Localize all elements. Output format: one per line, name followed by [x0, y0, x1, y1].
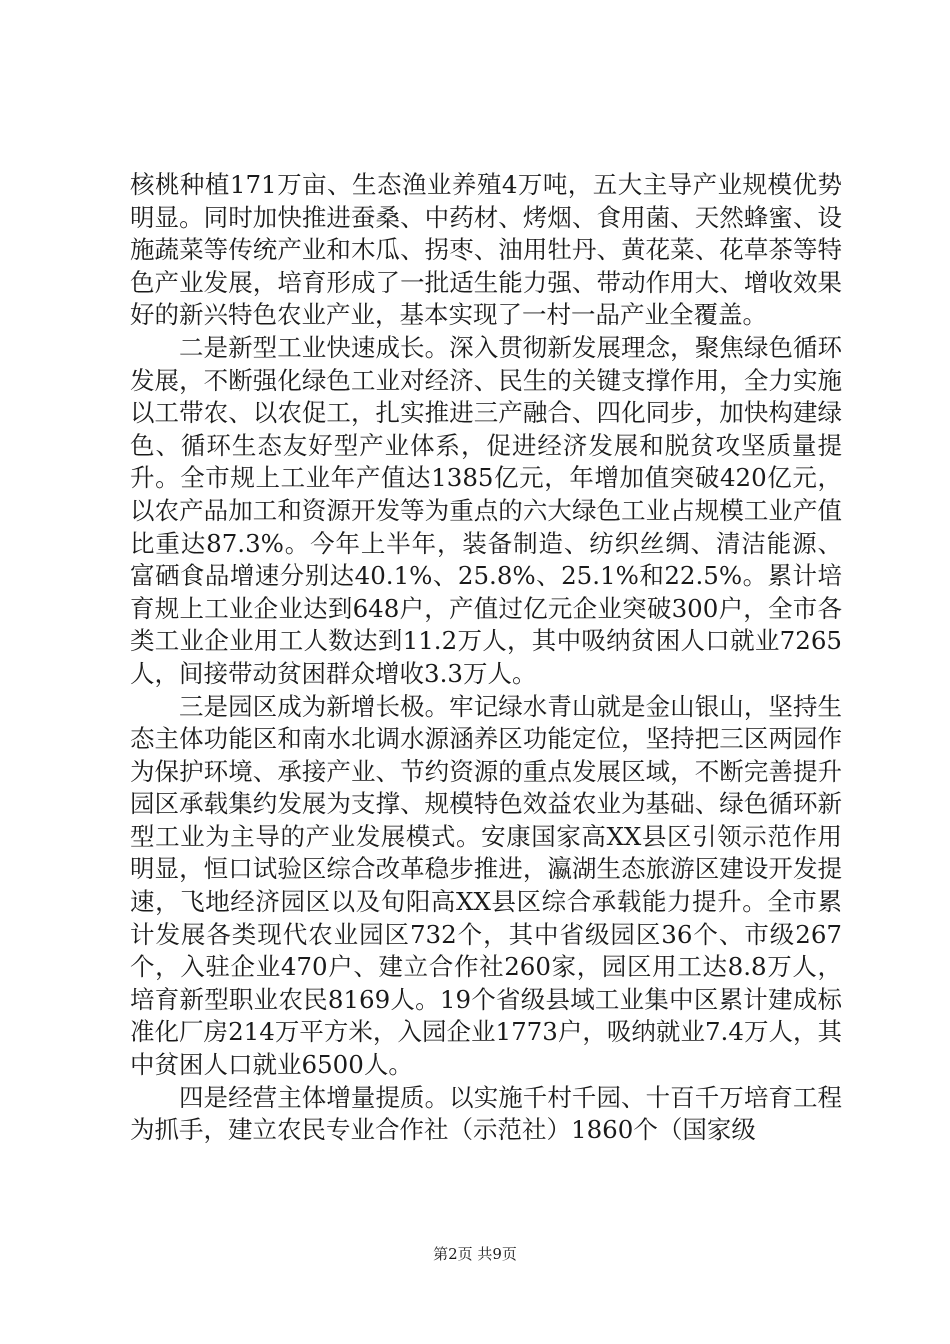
page-footer: 第2页 共9页: [433, 1245, 517, 1263]
body-text: [130, 169, 842, 1147]
paragraph-3: 三是园区成为新增长极。牢记绿水青山就是金山银山，坚持生态主体功能区和南水北调水源涵养区功能定位，坚持把三区两园作为保护环境、承接产业、节约资源的重点发展区域，不断完善提升园区承载集约发展为支撑、规模特色效益农业为基础、绿色循环新型工业为主导的产业发展模式。安康国家高XX县区引领示范作用明显，恒口试验区综合改革稳步推进，瀛湖生态旅游区建设开发提速，飞地经济园区以及旬阳高XX县区综合承载能力提升。全市累计发展各类现代农业园区732个，其中省级园区36个、市级267个，入驻企业470户、建立合作社260家，园区用工达8.8万人，培育新型职业农民8169人。19个省级县域工业集中区累计建成标准化厂房214万平方米，入园企业1773户，吸纳就业7.4万人，其中贫困人口就业6500人。: [130, 691, 842, 1080]
paragraph-1: 核桃种植171万亩、生态渔业养殖4万吨，五大主导产业规模优势明显。同时加快推进蚕桑、中药材、烤烟、食用菌、天然蜂蜜、设施蔬菜等传统产业和木瓜、拐枣、油用牡丹、黄花菜、花草茶等特色产业发展，培育形成了一批适生能力强、带动作用大、增收效果好的新兴特色农业产业，基本实现了一村一品产业全覆盖。: [130, 170, 842, 330]
paragraph-2: 二是新型工业快速成长。深入贯彻新发展理念，聚焦绿色循环发展，不断强化绿色工业对经济、民生的关键支撑作用，全力实施以工带农、以农促工，扎实推进三产融合、四化同步，加快构建绿色、循环生态友好型产业体系，促进经济发展和脱贫攻坚质量提升。全市规上工业年产值达1385亿元，年增加值突破420亿元，以农产品加工和资源开发等为重点的六大绿色工业占规模工业产值比重达87.3%。今年上半年，装备制造、纺织丝绸、清洁能源、富硒食品增速分别达40.1%、25.8%、25.1%和22.5%。累计培育规上工业企业达到648户，产值过亿元企业突破300户，全市各类工业企业用工人数达到11.2万人，其中吸纳贫困人口就业7265人，间接带动贫困群众增收3.3万人。: [130, 332, 842, 688]
paragraph-4: 四是经营主体增量提质。以实施千村千园、十百千万培育工程为抓手，建立农民专业合作社（示范社）1860个（国家级: [130, 1082, 842, 1145]
